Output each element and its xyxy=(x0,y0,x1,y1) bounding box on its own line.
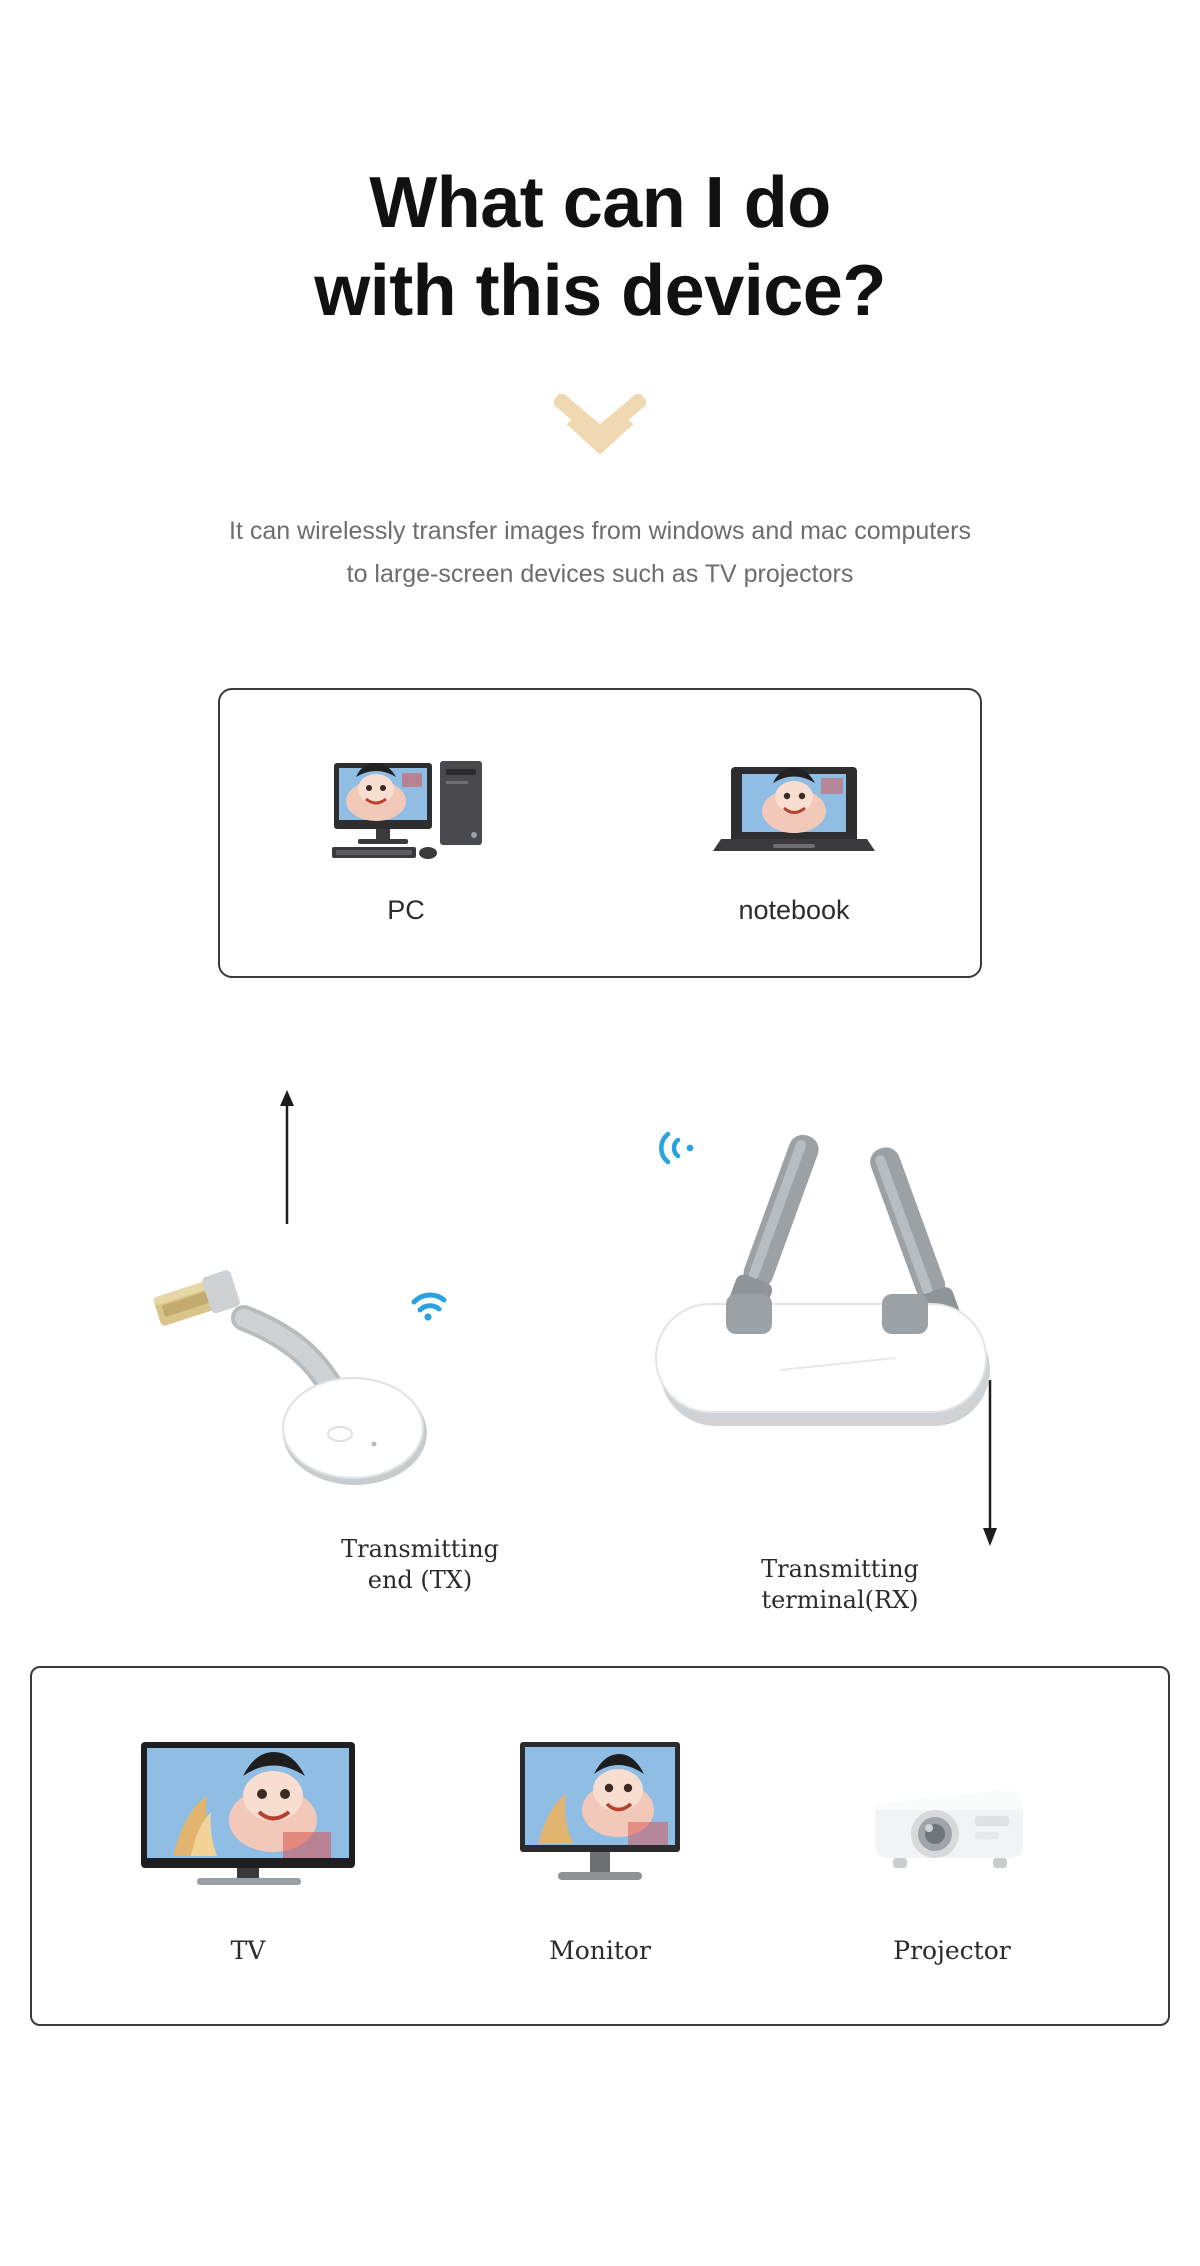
output-devices-box xyxy=(30,1666,1170,2026)
transmitter-label-line-1: Transmitting xyxy=(341,1534,499,1563)
output-label-monitor: Monitor xyxy=(549,1936,651,1966)
laptop-icon xyxy=(659,739,929,869)
output-label-projector: Projector xyxy=(893,1936,1011,1966)
output-item-tv xyxy=(98,1726,398,1965)
wifi-signal-icon xyxy=(414,1295,444,1321)
page-title xyxy=(0,0,1200,336)
subtitle xyxy=(0,510,1200,596)
receiver-label xyxy=(720,1554,960,1616)
source-item-pc xyxy=(271,739,541,926)
output-item-monitor xyxy=(450,1726,750,1965)
source-devices-box xyxy=(218,688,982,978)
arrow-up-icon xyxy=(272,1088,302,1228)
source-label-pc: PC xyxy=(387,895,425,926)
source-label-notebook: notebook xyxy=(738,895,850,926)
subtitle-line-2: to large-screen devices such as TV projectors xyxy=(346,559,854,588)
tv-icon xyxy=(98,1726,398,1896)
receiver-label-line-1: Transmitting xyxy=(761,1554,919,1583)
chevron-down-icon xyxy=(554,394,646,454)
wifi-signal-icon xyxy=(661,1134,693,1162)
projector-icon xyxy=(802,1726,1102,1896)
source-item-notebook xyxy=(659,739,929,926)
chevron-down-decoration xyxy=(0,394,1200,454)
monitor-icon xyxy=(450,1726,750,1896)
usb-dongle-transmitter-icon xyxy=(140,1248,520,1538)
page-title-line-2: with this device? xyxy=(314,250,886,331)
output-item-projector xyxy=(802,1726,1102,1965)
subtitle-line-1: It can wirelessly transfer images from windows and mac computers xyxy=(229,516,971,545)
receiver-label-line-2: terminal(RX) xyxy=(761,1585,919,1614)
output-label-tv: TV xyxy=(230,1936,266,1966)
transmitter-label xyxy=(300,1534,540,1596)
transmitter-label-line-2: end (TX) xyxy=(367,1565,473,1594)
dual-antenna-receiver-icon xyxy=(630,1118,1050,1548)
page-title-line-1: What can I do xyxy=(369,163,831,243)
desktop-computer-icon xyxy=(271,739,541,869)
device-stage xyxy=(0,1098,1200,1658)
